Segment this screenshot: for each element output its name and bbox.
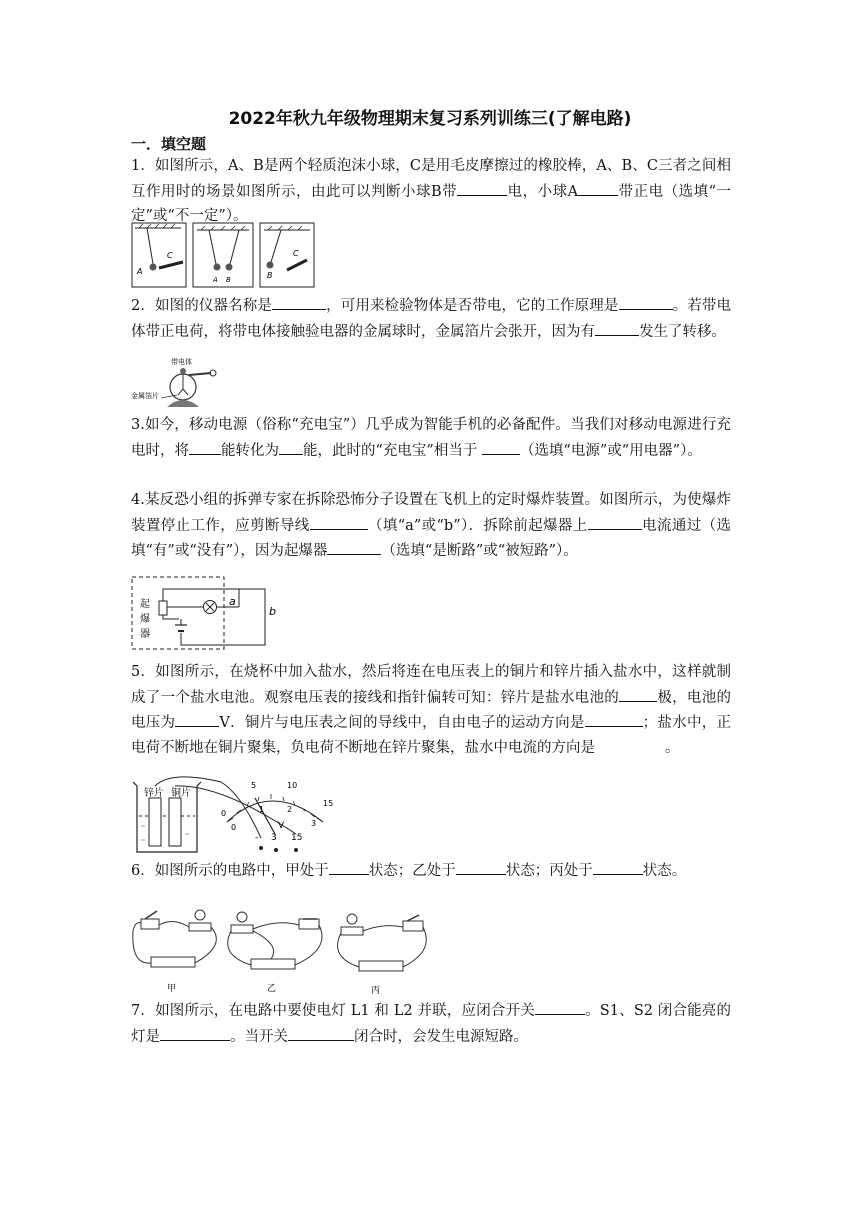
q2-text-d: 发生了转移。: [639, 323, 726, 340]
panel-2-ball-a: [214, 264, 221, 271]
q4-text-d: （选填“是断路”或“被短路”）。: [381, 543, 578, 559]
q7-text-a: 7．如图所示，在电路中要使电灯 L1 和 L2 并联，应闭合开关: [131, 1003, 535, 1019]
panel-1-label-a: A: [137, 267, 143, 276]
terminal-minus: [259, 846, 263, 850]
q1-figure-balls: [131, 222, 315, 288]
q1-text-c: 带正电（选填“一定”或“不一定”）。: [131, 183, 731, 224]
panel-3-label-c: C: [293, 249, 299, 258]
q2-text-c: 。若带电体带正电荷，将带电体接触验电器的金属球时，金属箔片会张开，因为有: [131, 298, 732, 340]
q4-text-b: （填“a”或“b”）．拆除前起爆器上: [367, 517, 588, 534]
q7-blank-1[interactable]: [535, 998, 585, 1015]
q4-blank-1[interactable]: [310, 513, 368, 530]
jia-switch-lever: [145, 911, 157, 919]
charged-rod: [189, 373, 211, 375]
question-6: [131, 858, 731, 884]
detonator-label-2: 爆: [140, 614, 150, 625]
scale-top-0: 0: [221, 809, 227, 818]
q6-text-a: 6．如图所示的电路中，甲处于: [131, 863, 329, 879]
label-copper: 铜片: [171, 788, 191, 799]
electroscope-label-charged-body: 带电体: [171, 358, 192, 366]
electroscope-base: [167, 400, 199, 407]
terminal-3: [274, 848, 278, 852]
question-2: [131, 293, 731, 344]
bing-lamp: [347, 914, 357, 924]
question-4: [131, 488, 731, 564]
question-3: [131, 413, 731, 463]
q5-blank-1[interactable]: [619, 685, 657, 702]
panel-1-ball-a: [150, 264, 157, 271]
q3-text-c: 能，此时的“充电宝”相当于: [303, 442, 482, 459]
q5-text-b: 极，电池的电压为: [131, 689, 732, 731]
panel-2-ball-b: [226, 264, 233, 271]
q5-text-d: ；盐水中，正电荷不断地在铜片聚集，负电荷不断地在锌片聚集，盐水中电流的方向是: [131, 715, 732, 756]
circuit-jia: [133, 910, 217, 994]
scale-bottom-1: 1: [259, 805, 265, 814]
circuit-bing: [338, 914, 427, 995]
q5-figure-salt-battery: [131, 774, 346, 856]
salt-water-hatch: [141, 826, 189, 844]
page-title: 2022年秋九年级物理期末复习系列训练三(了解电路): [228, 109, 632, 129]
circuit-yi: [228, 912, 322, 994]
q3-text-d: （选填“电源”或“用电器”）。: [519, 442, 702, 459]
bing-lamp-base: [341, 927, 363, 935]
q4-blank-3[interactable]: [327, 538, 381, 555]
q4-figure-detonator-circuit: [131, 575, 276, 653]
q3-text-a: 3.如今，移动电源（俗称“充电宝”）几乎成为智能手机的必备配件。当我们对移动电源进行充电时，将: [131, 417, 731, 459]
q3-text-b: 能转化为: [221, 442, 279, 459]
jia-switch-base: [141, 919, 159, 929]
panel-1-rod-c: [159, 262, 183, 268]
label-bing: 丙: [371, 986, 381, 995]
wire-label-b: b: [269, 605, 276, 618]
voltmeter-needle: [255, 798, 275, 834]
q5-blank-3[interactable]: [585, 710, 643, 727]
q2-blank-1[interactable]: [272, 293, 326, 310]
q2-text-b: ，可用来检验物体是否带电，它的工作原理是: [325, 298, 619, 314]
label-jia: 甲: [167, 984, 177, 994]
jia-lamp: [195, 910, 205, 920]
panel-1-frame: [132, 223, 186, 287]
q3-blank-1[interactable]: [189, 438, 221, 455]
q2-blank-3[interactable]: [595, 319, 639, 336]
terminal-label-minus: -: [255, 833, 259, 843]
q5-text-a: 5．如图所示，在烧杯中加入盐水，然后将连在电压表上的铜片和锌片插入盐水中，这样就制成了一个盐水电池。观察电压表的接线和指针偏转可知：锌片是盐水电池的: [131, 664, 731, 706]
bing-switch: [403, 921, 423, 931]
q1-blank-2[interactable]: [578, 179, 618, 196]
q3-blank-3[interactable]: [482, 438, 520, 455]
yi-switch: [299, 919, 319, 929]
terminal-15: [294, 848, 298, 852]
wire-b: [163, 589, 265, 645]
question-1: [131, 154, 731, 229]
wire-label-a: a: [229, 595, 236, 608]
panel-1-hatch: [139, 224, 175, 228]
panel-2-frame: [193, 223, 253, 287]
scale-top-10: 10: [287, 781, 298, 790]
yi-lamp: [237, 912, 247, 922]
scale-bottom-0: 0: [231, 823, 237, 832]
yi-lamp-base: [231, 925, 253, 933]
label-yi: 乙: [267, 984, 277, 994]
q5-text-e: 。: [665, 739, 680, 756]
terminal-label-3: 3: [271, 833, 277, 843]
zinc-plate: [149, 798, 161, 846]
q7-text-c: 。当开关: [230, 1028, 288, 1045]
scale-top-5: 5: [251, 781, 257, 790]
panel-2-thread-b: [230, 230, 239, 264]
q1-blank-1[interactable]: [457, 179, 507, 196]
scale-bottom-2: 2: [287, 805, 293, 814]
panel-3-ball-b: [267, 262, 274, 269]
jia-battery: [151, 957, 195, 967]
panel-3-rod-c: [287, 260, 307, 270]
copper-plate: [169, 798, 181, 846]
q4-text-a: 4.某反恐小组的拆弹专家在拆除恐怖分子设置在飞机上的定时爆炸装置。如图所示，为使爆炸装置停止工作，应剪断导线: [131, 492, 731, 534]
panel-1-thread: [147, 228, 153, 264]
q2-figure-electroscope: [131, 355, 223, 411]
q2-blank-2[interactable]: [619, 293, 673, 310]
panel-3-thread: [271, 230, 281, 262]
bing-battery: [359, 961, 403, 971]
electroscope-metal-ball: [180, 368, 186, 374]
q6-figure-circuits: [131, 905, 431, 995]
question-5: [131, 660, 731, 760]
detonator-resistor: [159, 601, 167, 615]
q3-blank-2[interactable]: [279, 438, 303, 455]
scale-bottom-3: 3: [311, 819, 317, 828]
voltmeter-ticks: [227, 794, 323, 822]
panel-3-label-b: B: [267, 271, 273, 280]
yi-battery: [251, 959, 295, 969]
q6-text-b: 状态；乙处于: [368, 863, 456, 879]
q6-text-c: 状态；丙处于: [505, 863, 593, 879]
section-heading: 一．填空题: [131, 135, 207, 153]
q4-text-c: 电流通过（选填“有”或“没有”），因为起爆器: [131, 517, 732, 559]
panel-1-label-c: C: [167, 251, 173, 260]
q7-blank-2[interactable]: [160, 1024, 230, 1041]
q1-text-b: 电，小球A: [507, 183, 579, 200]
scale-top-15: 15: [323, 799, 334, 808]
q7-blank-3[interactable]: [288, 1024, 354, 1041]
voltmeter-symbol-v: V: [278, 821, 285, 831]
panel-2-thread-a: [209, 230, 216, 264]
q5-blank-2[interactable]: [175, 710, 219, 727]
q6-blank-3[interactable]: [593, 858, 643, 875]
panel-2-label-a: A: [213, 276, 218, 284]
jia-lamp-base: [189, 923, 211, 931]
electroscope-label-foil: 金属箔片: [131, 392, 159, 400]
q7-text-d: 闭合时，会发生电源短路。: [354, 1028, 528, 1045]
q2-text-a: 2．如图的仪器名称是: [131, 298, 272, 314]
panel-2-label-b: B: [226, 276, 231, 284]
detonator-label-1: 起: [140, 599, 150, 610]
q4-blank-2[interactable]: [588, 513, 642, 530]
q6-blank-1[interactable]: [329, 858, 369, 875]
q5-text-c: V．铜片与电压表之间的导线中，自由电子的运动方向是: [219, 715, 585, 731]
voltmeter-arc: [227, 801, 323, 822]
q7-text-b: 。S1、S2 闭合能亮的灯是: [131, 1003, 731, 1045]
q6-text-d: 状态。: [642, 863, 687, 879]
detonator-label-3: 器: [140, 629, 150, 640]
label-zinc: 锌片: [144, 788, 164, 799]
terminal-label-15: 15: [291, 833, 303, 843]
q1-text-a: 1．如图所示，A、B是两个轻质泡沫小球，C是用毛皮摩擦过的橡胶棒，A、B、C三者之间相互作用时的场景如图所示，由此可以判断小球B带: [131, 158, 731, 200]
q6-blank-2[interactable]: [456, 858, 506, 875]
question-7: [131, 998, 731, 1049]
